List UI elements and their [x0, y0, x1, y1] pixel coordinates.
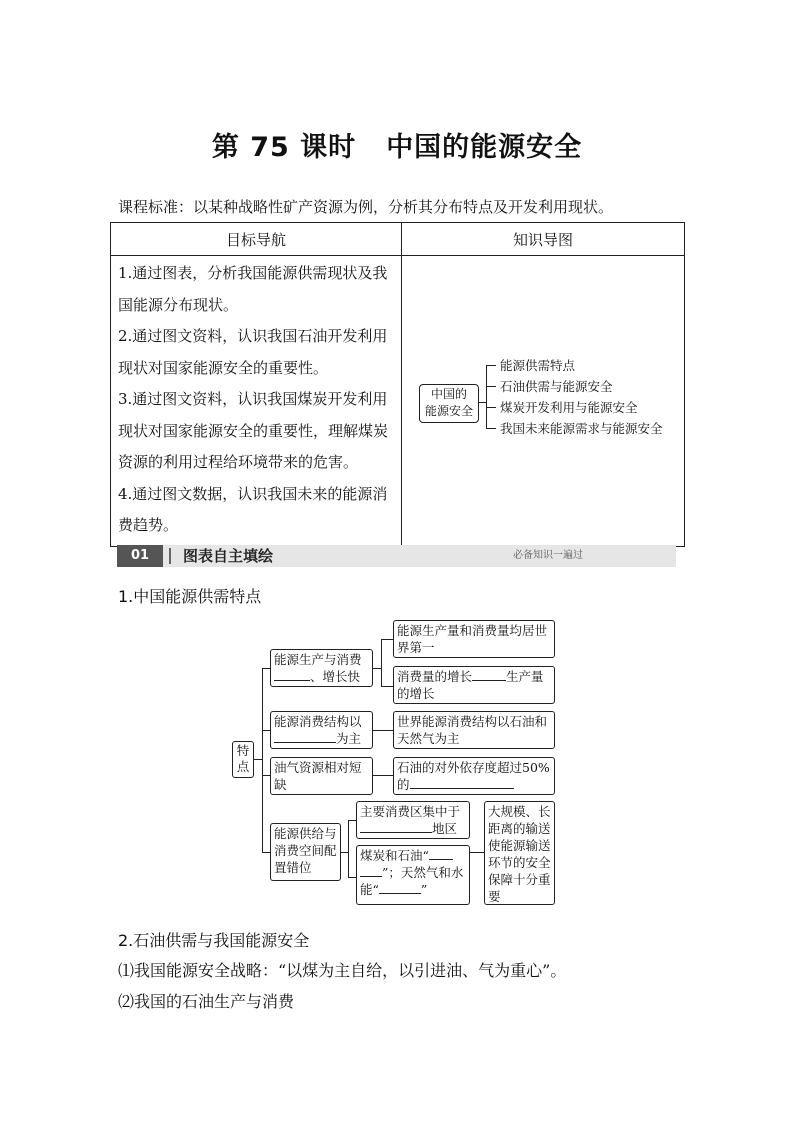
- section-number: 01: [117, 545, 163, 567]
- goal-item: 3.通过图文资料，认识我国煤炭开发利用现状对国家能源安全的重要性，理解煤炭资源的利用过程给环境带来的危害。: [118, 390, 389, 471]
- branch-text: 能源生产与消费: [274, 652, 362, 667]
- branch-production-consumption: [270, 649, 373, 687]
- heading-oil-energy-security: 2.石油供需与我国能源安全: [118, 931, 310, 950]
- branch-oil-gas-shortage: 油气资源相对短缺: [270, 757, 373, 795]
- connector: [478, 402, 486, 403]
- energy-strategy-text: ⑴我国能源安全战略：“以煤为主自给，以引进油、气为重心”。: [118, 961, 567, 980]
- mindmap-item: 能源供需特点: [500, 358, 576, 373]
- connector: [381, 639, 393, 640]
- knowledge-map-header: 知识导图: [402, 223, 685, 256]
- section-header: [117, 545, 676, 567]
- branch-text: 、增长快: [310, 669, 361, 684]
- detail-growth: [393, 666, 555, 704]
- section-subtitle: 必备知识一遍过: [513, 550, 583, 561]
- fill-blank: [429, 847, 453, 860]
- fill-blank: [360, 820, 432, 833]
- detail-consumption-region: [356, 801, 470, 839]
- detail-world-first: 能源生产量和消费量均居世界第一: [393, 620, 555, 658]
- goal-item: 1.通过图表，分析我国能源供需现状及我国能源分布现状。: [118, 264, 388, 314]
- branch-consumption-structure: [270, 711, 373, 749]
- branch-text: 能源消费结构以: [274, 714, 362, 729]
- connector: [262, 668, 270, 669]
- connector: [470, 852, 484, 853]
- detail-transport-safety: 大规模、长距离的输送使能源输送环节的安全保障十分重要: [484, 801, 555, 905]
- mindmap-root: [419, 384, 479, 423]
- section-divider: [169, 548, 171, 564]
- connector: [373, 668, 381, 669]
- connector: [262, 852, 270, 853]
- detail-world-structure: 世界能源消费结构以石油和天然气为主: [393, 711, 555, 749]
- goal-item: 2.通过图文资料，认识我国石油开发利用现状对国家能源安全的重要性。: [118, 327, 388, 377]
- oil-production-consumption-text: ⑵我国的石油生产与消费: [118, 992, 295, 1011]
- connector: [381, 639, 382, 686]
- fill-blank: [410, 776, 514, 789]
- connector: [486, 365, 487, 429]
- page-title: 第 75 课时 中国的能源安全: [211, 132, 583, 163]
- detail-text: 主要消费区集中于: [360, 804, 461, 819]
- connector: [381, 686, 393, 687]
- diagram-root-char: 点: [236, 759, 250, 774]
- connector: [486, 428, 496, 429]
- curriculum-standard: 课程标准：以某种战略性矿产资源为例，分析其分布特点及开发利用现状。: [118, 198, 614, 216]
- fill-blank: [274, 668, 310, 681]
- connector: [486, 365, 496, 366]
- branch-spatial-mismatch: 能源供给与消费空间配置错位: [270, 823, 341, 881]
- connector: [262, 775, 270, 776]
- connector: [373, 775, 393, 776]
- detail-text: 地区: [432, 821, 458, 836]
- mindmap-root-line: 能源安全: [424, 404, 473, 418]
- fill-blank: [360, 864, 382, 877]
- connector: [254, 759, 262, 760]
- goal-item: 4.通过图文数据，认识我国未来的能源消费趋势。: [118, 484, 388, 534]
- fill-blank: [472, 668, 506, 681]
- connector: [262, 730, 270, 731]
- detail-oil-dependence: [393, 757, 555, 795]
- connector: [373, 730, 393, 731]
- detail-text: 煤炭和石油“: [360, 848, 429, 863]
- connector: [348, 820, 349, 877]
- detail-text: ”: [420, 882, 428, 897]
- connector: [486, 407, 496, 408]
- diagram-root-char: 特: [236, 743, 250, 758]
- fill-blank: [274, 730, 336, 743]
- mindmap-item: 煤炭开发利用与能源安全: [500, 400, 638, 415]
- detail-transfer: [356, 845, 470, 905]
- detail-text: 石油的对外依存度超过50%的: [397, 760, 550, 792]
- goals-header: 目标导航: [111, 223, 402, 256]
- section-title: 图表自主填绘: [183, 547, 274, 565]
- heading-energy-supply-demand: 1.中国能源供需特点: [118, 587, 262, 606]
- detail-text: 生产量的增长: [397, 669, 544, 701]
- mindmap-item: 我国未来能源需求与能源安全: [500, 421, 663, 436]
- connector: [262, 668, 263, 852]
- diagram-root: [232, 741, 254, 778]
- fill-blank: [379, 881, 421, 894]
- connector: [486, 386, 496, 387]
- goals-knowledge-table: [110, 222, 685, 547]
- detail-text: 消费量的增长: [397, 669, 473, 684]
- connector: [348, 820, 356, 821]
- mindmap-root-line: 中国的: [430, 387, 467, 401]
- connector: [348, 877, 356, 878]
- goals-list: [111, 256, 402, 547]
- mindmap-item: 石油供需与能源安全: [500, 379, 613, 394]
- knowledge-mindmap: [402, 256, 685, 547]
- detail-text: ”；天然气和水能“: [360, 865, 464, 897]
- branch-text: 为主: [336, 731, 362, 746]
- connector: [341, 852, 348, 853]
